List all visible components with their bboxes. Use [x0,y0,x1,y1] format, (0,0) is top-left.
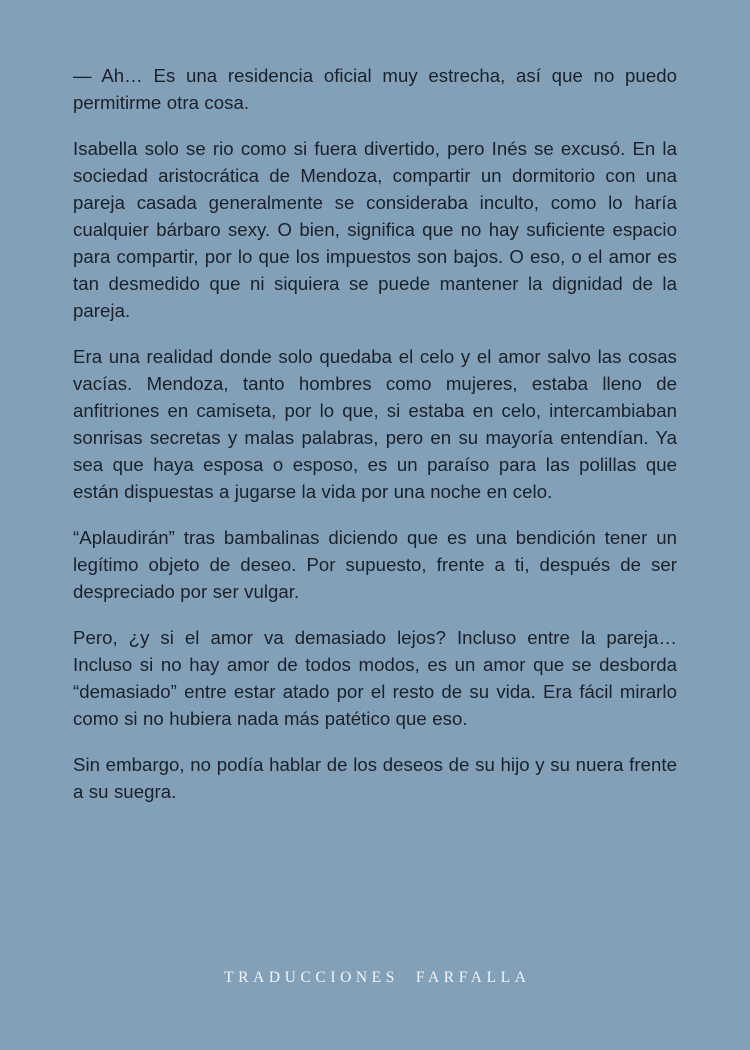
paragraph: “Aplaudirán” tras bambalinas diciendo que es una bendición tener un legítimo objeto de deseo. Por supuesto, frente a ti, después de ser despreciado por ser vulgar. [73,527,677,602]
paragraph: Sin embargo, no podía hablar de los deseos de su hijo y su nuera frente a su suegra. [73,754,677,802]
paragraph: Era una realidad donde solo quedaba el celo y el amor salvo las cosas vacías. Mendoza, tanto hombres como mujeres, estaba lleno de anfitriones en camiseta, por lo que, si estaba en celo, intercambiaban sonrisas secretas y malas palabras, pero en su mayoría entendían. Ya sea que haya esposa o esposo, es un paraíso para las polillas que están dispuestas a jugarse la vida por una noche en celo. [73,346,677,502]
paragraph: Pero, ¿y si el amor va demasiado lejos? Incluso entre la pareja… Incluso si no hay amor de todos modos, es un amor que se desborda “demasiado” entre estar atado por el resto de su vida. Era fácil mirarlo como si no hubiera nada más patético que eso. [73,627,677,729]
translator-credit-container [0,968,750,988]
chapter-text-body [73,62,677,805]
paragraph: — Ah… Es una residencia oficial muy estrecha, así que no puedo permitirme otra cosa. [73,65,677,113]
paragraph: Isabella solo se rio como si fuera divertido, pero Inés se excusó. En la sociedad aristocrática de Mendoza, compartir un dormitorio con una pareja casada generalmente se consideraba inculto, como lo haría cualquier bárbaro sexy. O bien, significa que no hay suficiente espacio para compartir, por lo que los impuestos son bajos. O eso, o el amor es tan desmedido que ni siquiera se puede mantener la dignidad de la pareja. [73,138,677,321]
translator-credit: TRADUCCIONES FARFALLA [224,969,531,986]
